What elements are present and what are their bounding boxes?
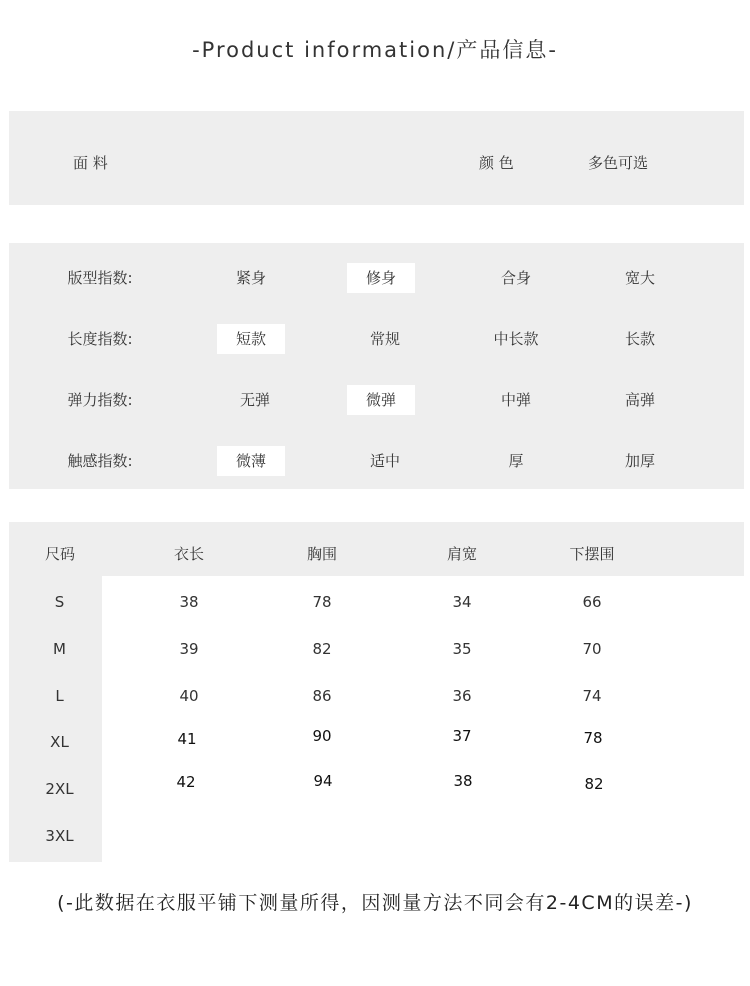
size-xl: XL bbox=[50, 733, 69, 751]
table-cell: 35 bbox=[452, 640, 472, 658]
table-cell: 39 bbox=[179, 640, 199, 658]
size-table-header-band bbox=[9, 522, 744, 576]
table-cell: 78 bbox=[583, 729, 603, 747]
texture-option-moderate: 适中 bbox=[369, 452, 400, 470]
length-option-long: 长款 bbox=[624, 330, 655, 348]
texture-option-thick: 厚 bbox=[508, 452, 524, 470]
table-cell: 70 bbox=[582, 640, 602, 658]
table-cell: 38 bbox=[179, 593, 199, 611]
table-cell: 40 bbox=[179, 687, 199, 705]
length-option-mid-long: 中长款 bbox=[493, 330, 539, 348]
header-shoulder: 肩宽 bbox=[446, 545, 477, 563]
header-hem: 下摆围 bbox=[569, 545, 615, 563]
table-cell: 37 bbox=[452, 727, 472, 745]
elasticity-option-high: 高弹 bbox=[624, 391, 655, 409]
table-cell: 86 bbox=[312, 687, 332, 705]
measurement-note: (-此数据在衣服平铺下测量所得，因测量方法不同会有2-4CM的误差-) bbox=[57, 892, 693, 914]
elasticity-option-none: 无弹 bbox=[239, 391, 270, 409]
fit-index-label: 版型指数: bbox=[67, 269, 133, 287]
length-option-short-selected: 短款 bbox=[217, 324, 285, 354]
table-cell: 42 bbox=[176, 773, 196, 791]
size-m: M bbox=[53, 640, 66, 658]
header-size: 尺码 bbox=[44, 545, 75, 563]
table-cell: 38 bbox=[453, 772, 473, 790]
table-cell: 74 bbox=[582, 687, 602, 705]
length-index-label: 长度指数: bbox=[67, 330, 133, 348]
table-cell: 82 bbox=[312, 640, 332, 658]
page-title: -Product information/产品信息- bbox=[192, 38, 558, 62]
elasticity-index-label: 弹力指数: bbox=[67, 391, 133, 409]
table-cell: 41 bbox=[177, 730, 197, 748]
size-l: L bbox=[55, 687, 64, 705]
elasticity-option-slight-selected: 微弹 bbox=[347, 385, 415, 415]
table-cell: 78 bbox=[312, 593, 332, 611]
size-column-band bbox=[9, 576, 102, 862]
table-cell: 82 bbox=[584, 775, 604, 793]
fit-option-loose: 宽大 bbox=[624, 269, 655, 287]
fabric-label: 面 料 bbox=[73, 154, 108, 172]
color-value: 多色可选 bbox=[588, 154, 649, 172]
table-cell: 34 bbox=[452, 593, 472, 611]
header-length: 衣长 bbox=[173, 545, 204, 563]
texture-option-thin-selected: 微薄 bbox=[217, 446, 285, 476]
header-chest: 胸围 bbox=[306, 545, 337, 563]
size-s: S bbox=[54, 593, 65, 611]
texture-index-label: 触感指数: bbox=[67, 452, 133, 470]
elasticity-option-medium: 中弹 bbox=[500, 391, 531, 409]
table-cell: 90 bbox=[312, 727, 332, 745]
length-option-standard: 常规 bbox=[369, 330, 400, 348]
fit-option-slim-selected: 修身 bbox=[347, 263, 415, 293]
table-cell: 94 bbox=[313, 772, 333, 790]
size-3xl: 3XL bbox=[45, 827, 74, 845]
size-2xl: 2XL bbox=[45, 780, 74, 798]
color-label: 颜 色 bbox=[479, 154, 514, 172]
fit-option-tight: 紧身 bbox=[235, 269, 266, 287]
fit-option-regular: 合身 bbox=[500, 269, 531, 287]
table-cell: 66 bbox=[582, 593, 602, 611]
texture-option-extra-thick: 加厚 bbox=[624, 452, 655, 470]
table-cell: 36 bbox=[452, 687, 472, 705]
